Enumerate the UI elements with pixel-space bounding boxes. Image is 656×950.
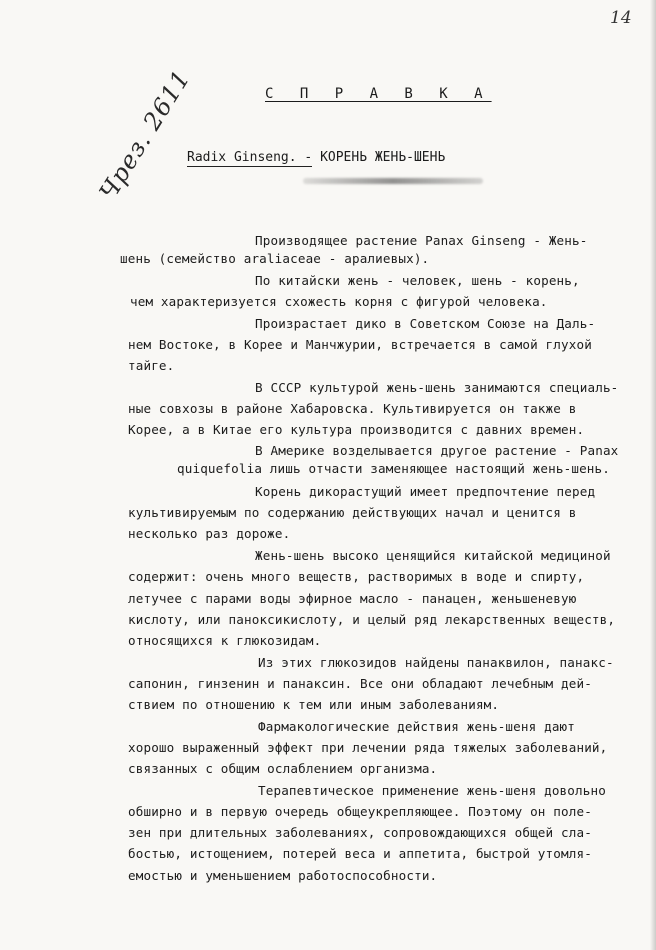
body-line: связанных с общим ослаблением организма. [128,761,438,776]
body-line: несколько раз дороже. [128,526,291,541]
body-line: чем характеризуется схожесть корня с фигурой человека. [130,294,548,309]
body-line: Произрастает дико в Советском Союзе на Даль- [255,316,596,331]
body-line: емостью и уменьшением работоспособности. [128,868,438,883]
body-line: летучее с парами воды эфирное масло - панацен, женьшеневую [128,591,577,606]
body-line: В Америке возделывается другое растение - Panax [255,443,619,458]
body-line: зен при длительных заболеваниях, сопровождающихся общей сла- [128,825,592,840]
body-line: Корее, а в Китае его культура производится с давних времен. [128,422,585,437]
body-line: содержит: очень много веществ, растворимых в воде и спирту, [128,569,585,584]
body-line: Производящее растение Panax Ginseng - Жень- [255,233,588,248]
body-line: Жень-шень высоко ценящийся китайской медициной [255,548,611,563]
body-line: тайге. [128,358,175,373]
body-line: хорошо выраженный эффект при лечении ряда тяжелых заболеваний, [128,740,608,755]
body-line: культивируемым по содержанию действующих начал и ценится в [128,505,577,520]
body-line: Корень дикорастущий имеет предпочтение перед [255,484,596,499]
subtitle-russian: КОРЕНЬ ЖЕНЬ-ШЕНЬ [320,150,446,165]
body-line: Из этих глюкозидов найдены панаквилон, панакс- [258,655,614,670]
handwritten-note: Чрез. 2611 [94,64,196,205]
body-line: По китайски жень - человек, шень - корень, [255,273,580,288]
page-number: 14 [610,8,632,28]
body-line: сапонин, гинзенин и панаксин. Все они обладают лечебным дей- [128,676,592,691]
body-line: относящихся к глюкозидам. [128,633,322,648]
body-line: quiquefolia лишь отчасти заменяющее настоящий жень-шень. [177,461,610,476]
body-line: бостью, истощением, потерей веса и аппетита, быстрой утомля- [128,846,592,861]
body-line: шень (семейство araliaceae - аралиевых). [120,251,430,266]
body-line: Фармакологические действия жень-шеня дают [258,719,576,734]
body-line: нем Востоке, в Корее и Манчжурии, встречается в самой глухой [128,337,592,352]
body-line: Терапевтическое применение жень-шеня довольно [258,783,606,798]
body-line: В СССР культурой жень-шень занимаются специаль- [255,380,619,395]
body-line: кислоту, или паноксикислоту, и целый ряд лекарственных веществ, [128,612,616,627]
body-line: обширно и в первую очередь общеукрепляющее. Поэтому он поле- [128,804,592,819]
body-line: ствием по отношению к тем или иным заболеваниям. [128,697,500,712]
document-title: С П Р А В К А [265,86,492,102]
subtitle-latin: Radix Ginseng. - [187,150,313,165]
body-line: ные совхозы в районе Хабаровска. Культивируется он также в [128,401,577,416]
